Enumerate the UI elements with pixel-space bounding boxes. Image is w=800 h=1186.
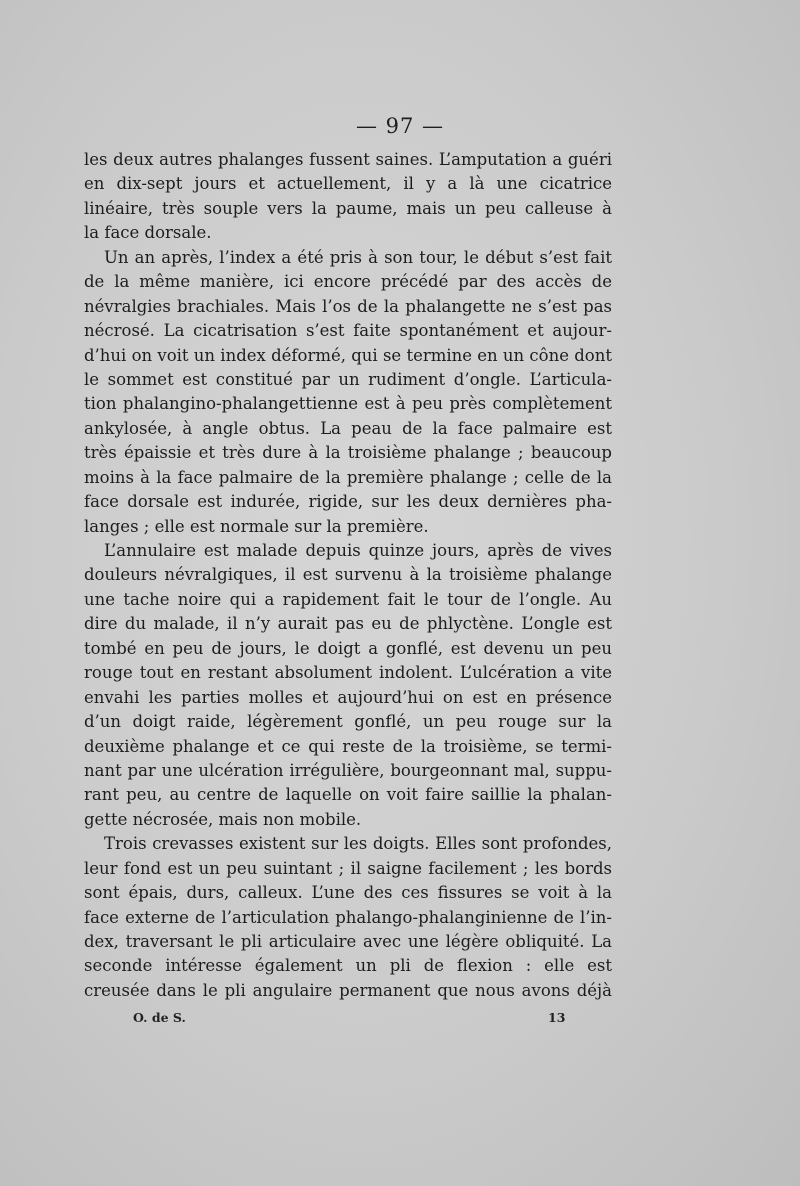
text-line: nant par une ulcération irrégulière, bourgeonnant mal, suppu- (84, 760, 612, 780)
text-line: les deux autres phalanges fussent saines. L’amputation a guéri (84, 150, 612, 169)
body-text (84, 148, 612, 1003)
text-line: ankylosée, à angle obtus. La peau de la face palmaire est (84, 418, 612, 438)
text-line: douleurs névralgiques, il est survenu à la troisième phalange (84, 565, 612, 585)
text-line: leur fond est un peu suintant ; il saigne facilement ; les bords (84, 858, 612, 878)
text-line: tombé en peu de jours, le doigt a gonflé, est devenu un peu (84, 638, 612, 658)
footer-sheet-number: 13 (548, 1010, 566, 1025)
text-line: deuxième phalange et ce qui reste de la troisième, se termi- (84, 736, 612, 756)
text-line: Un an après, l’index a été pris à son tour, le début s’est fait (104, 247, 612, 267)
paragraph-4 (84, 832, 612, 1003)
text-line: L’annulaire est malade depuis quinze jours, après de vives (104, 541, 612, 560)
text-line: envahi les parties molles et aujourd’hui on est en présence (84, 687, 612, 707)
text-line: creusée dans le pli angulaire permanent que nous avons déjà (84, 980, 612, 1000)
text-line: d’hui on voit un index déformé, qui se termine en un cône dont (84, 345, 612, 365)
text-line: la face dorsale. (84, 223, 212, 243)
text-line: névralgies brachiales. Mais l’os de la phalangette ne s’est pas (84, 296, 612, 316)
text-line: langes ; elle est normale sur la première. (84, 516, 429, 536)
text-line: moins à la face palmaire de la première phalange ; celle de la (84, 467, 612, 487)
text-line: face dorsale est indurée, rigide, sur les deux dernières pha- (84, 492, 612, 512)
text-line: nécrosé. La cicatrisation s’est faite spontanément et aujour- (84, 321, 612, 341)
text-line: Trois crevasses existent sur les doigts. Elles sont profondes, (104, 834, 612, 854)
text-line: le sommet est constitué par un rudiment d’ongle. L’articula- (84, 369, 612, 389)
text-line: linéaire, très souple vers la paume, mais un peu calleuse à (84, 198, 612, 218)
page-number: — 97 — (355, 114, 445, 138)
footer-signature: O. de S. (133, 1010, 186, 1025)
text-line: dex, traversant le pli articulaire avec une légère obliquité. La (84, 932, 612, 951)
text-line: d’un doigt raide, légèrement gonflé, un peu rouge sur la (84, 712, 612, 732)
text-line: gette nécrosée, mais non mobile. (84, 809, 362, 829)
text-line: dire du malade, il n’y aurait pas eu de phlyctène. L’ongle est (84, 614, 612, 634)
text-line: très épaissie et très dure à la troisième phalange ; beaucoup (84, 443, 612, 463)
text-line: rouge tout en restant absolument indolent. L’ulcération a vite (84, 663, 612, 683)
text-line: rant peu, au centre de laquelle on voit faire saillie la phalan- (84, 785, 612, 805)
text-line: sont épais, durs, calleux. L’une des ces fissures se voit à la (84, 883, 612, 903)
text-line: une tache noire qui a rapidement fait le tour de l’ongle. Au (84, 589, 612, 609)
paragraph-3 (84, 539, 612, 832)
text-line: face externe de l’articulation phalango-phalanginienne de l’in- (84, 907, 612, 927)
text-line: de la même manière, ici encore précédé par des accès de (84, 272, 612, 292)
text-line: tion phalangino-phalangettienne est à peu près complètement (84, 394, 612, 414)
paragraph-2 (84, 246, 612, 539)
text-line: en dix-sept jours et actuellement, il y a là une cicatrice (84, 174, 612, 194)
paragraph-1 (84, 148, 612, 246)
text-line: seconde intéresse également un pli de flexion : elle est (84, 956, 612, 976)
